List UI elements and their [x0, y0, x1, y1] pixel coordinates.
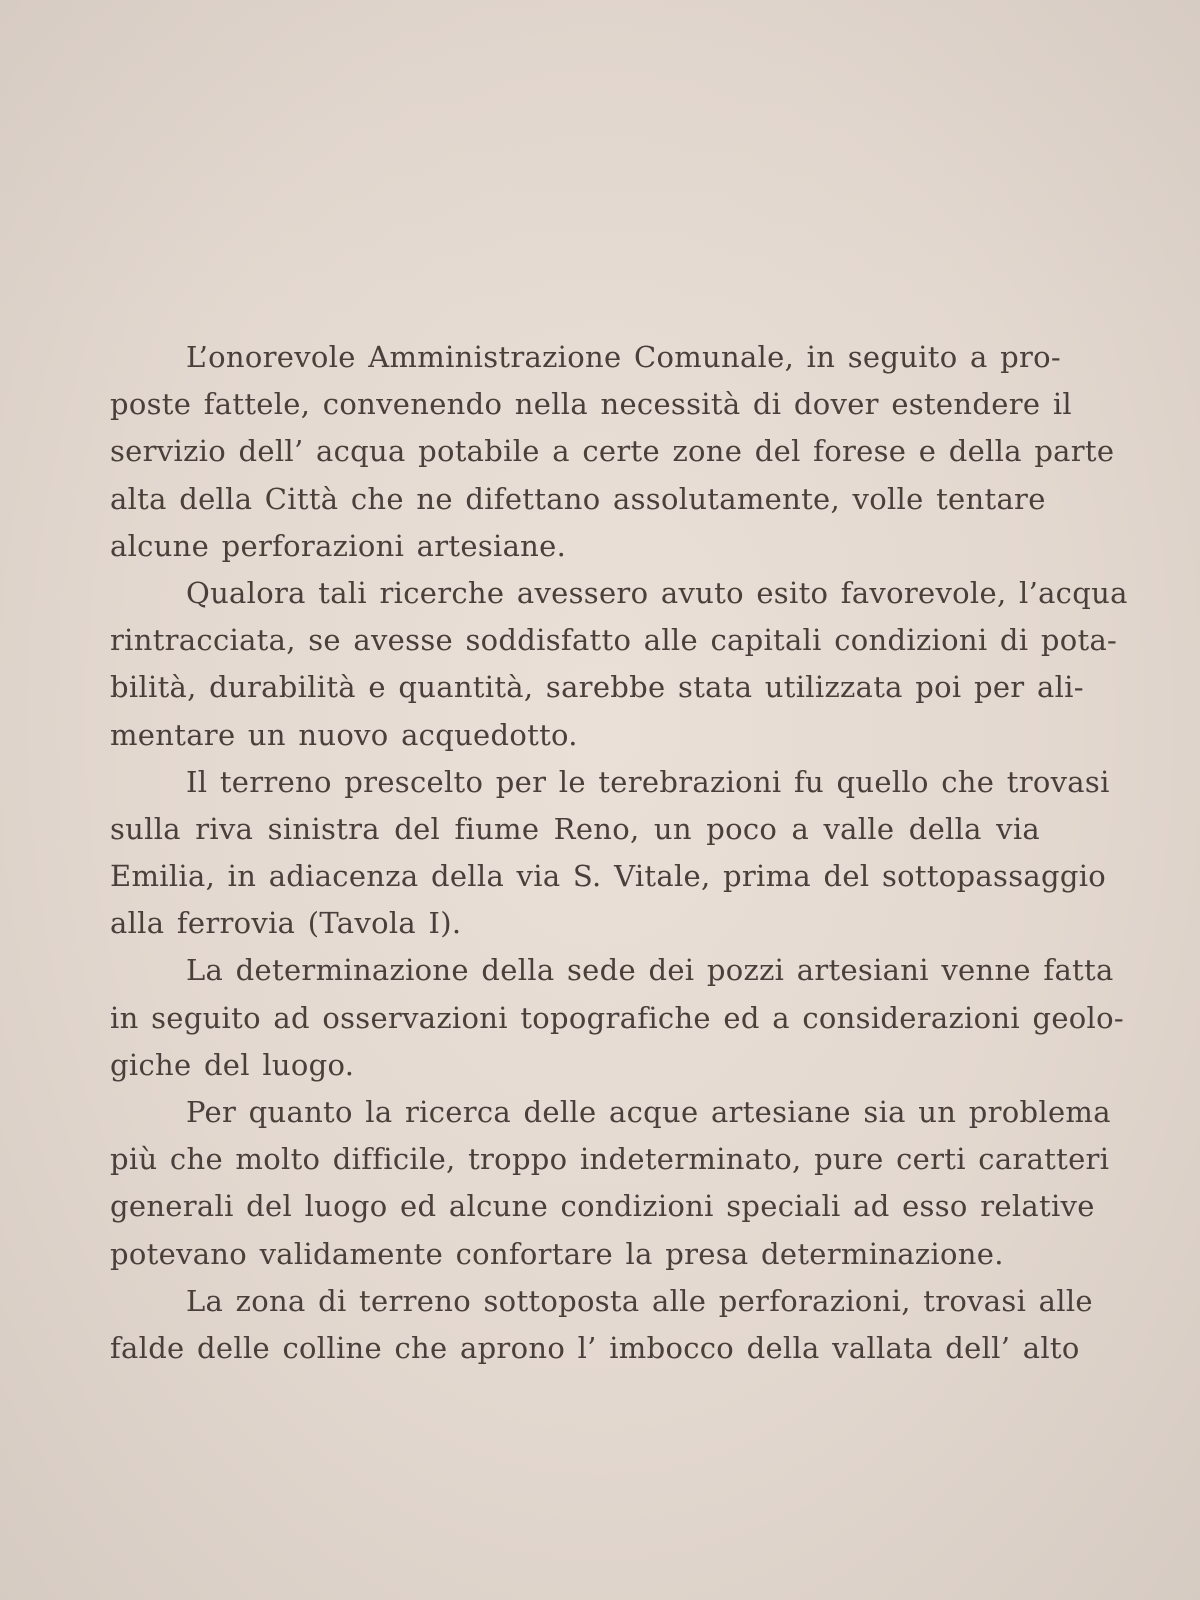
text-line: alta della Città che ne difettano assolutamente, volle tentare: [110, 481, 1046, 516]
text-line: in seguito ad osservazioni topografiche ed a considerazioni geolo-: [110, 1000, 1124, 1035]
text-line: alcune perforazioni artesiane.: [110, 528, 567, 563]
text-line: poste fattele, convenendo nella necessità di dover estendere il: [110, 387, 1072, 422]
paragraph-4: [110, 947, 1124, 1089]
text-line: più che molto difficile, troppo indeterminato, pure certi caratteri: [110, 1142, 1110, 1177]
bleed-through-area: [0, 0, 1200, 320]
text-line: sulla riva sinistra del fiume Reno, un poco a valle della via: [110, 811, 1040, 846]
text-line: La determinazione della sede dei pozzi artesiani venne fatta: [186, 953, 1114, 988]
text-line: generali del luogo ed alcune condizioni speciali ad esso relative: [110, 1189, 1095, 1224]
text-line: Qualora tali ricerche avessero avuto esito favorevole, l’acqua: [186, 575, 1128, 610]
text-line: Il terreno prescelto per le terebrazioni fu quello che trovasi: [186, 764, 1110, 799]
text-line: Per quanto la ricerca delle acque artesiane sia un problema: [186, 1095, 1111, 1129]
paragraph-2: [110, 570, 1128, 759]
text-line: servizio dell’ acqua potabile a certe zone del forese e della parte: [110, 434, 1115, 469]
text-line: giche del luogo.: [110, 1047, 355, 1082]
text-line: alla ferrovia (Tavola I).: [110, 906, 462, 941]
paragraph-1: [110, 334, 1115, 570]
paragraph-5: [110, 1089, 1111, 1278]
paragraph-6: [110, 1278, 1093, 1372]
text-line: falde delle colline che aprono l’ imbocco della vallata dell’ alto: [110, 1330, 1080, 1365]
text-line: mentare un nuovo acquedotto.: [110, 717, 578, 752]
text-line: rintracciata, se avesse soddisfatto alle capitali condizioni di pota-: [110, 623, 1118, 658]
text-line: Emilia, in adiacenza della via S. Vitale, prima del sottopassaggio: [110, 859, 1107, 894]
text-line: bilità, durabilità e quantità, sarebbe stata utilizzata poi per ali-: [110, 670, 1084, 705]
text-line: La zona di terreno sottoposta alle perforazioni, trovasi alle: [186, 1283, 1093, 1318]
paragraph-3: [110, 759, 1110, 948]
body-text: [110, 334, 1128, 1372]
text-line: potevano validamente confortare la presa determinazione.: [110, 1236, 1004, 1271]
text-line: L’onorevole Amministrazione Comunale, in seguito a pro-: [186, 340, 1061, 374]
